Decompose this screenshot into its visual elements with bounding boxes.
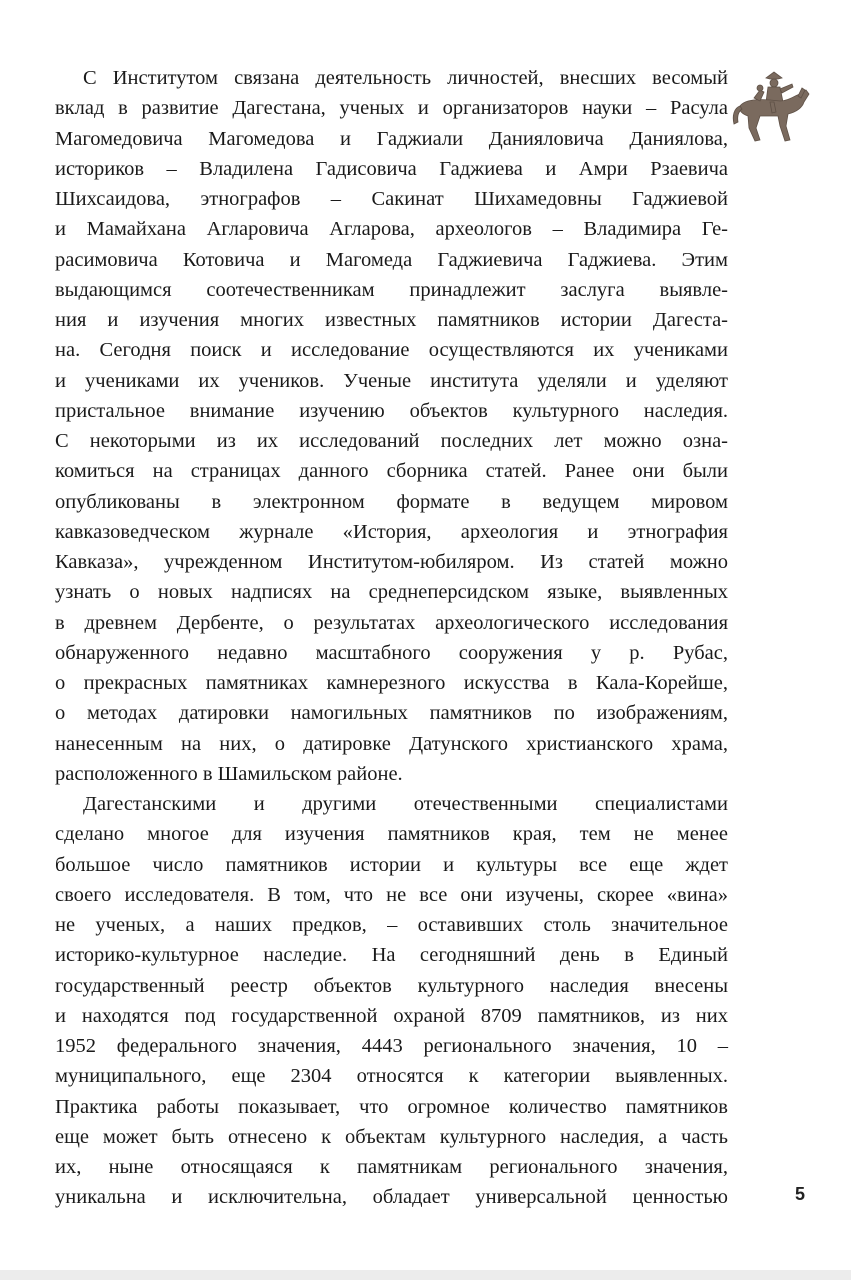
- text-line: своего исследователя. В том, что не все они изучены, скорее «вина»: [55, 883, 728, 906]
- text-line: государственный реестр объектов культурного наследия внесены: [55, 974, 728, 997]
- paragraph-1: [55, 63, 728, 789]
- body-text: [55, 63, 728, 1213]
- bottom-edge: [0, 1270, 851, 1280]
- text-line: и учениками их учеников. Ученые института уделяли и уделяют: [55, 369, 728, 392]
- text-line: С некоторыми из их исследований последних лет можно озна-: [55, 430, 728, 452]
- text-line: уникальна и исключительна, обладает универсальной ценностью: [55, 1186, 728, 1209]
- text-line: и Мамайхана Агларовича Агларова, археологов – Владимира Ге-: [55, 218, 728, 241]
- text-line: нанесенным на них, о датировке Датунского христианского храма,: [55, 732, 728, 755]
- text-line: о прекрасных памятниках камнерезного искусства в Кала-Корейше,: [55, 672, 728, 694]
- text-line: еще может быть отнесено к объектам культурного наследия, а часть: [55, 1125, 728, 1148]
- text-line: на. Сегодня поиск и исследование осуществляются их учениками: [55, 339, 728, 362]
- text-line: Шихсаидова, этнографов – Сакинат Шихамедовны Гаджиевой: [55, 188, 728, 210]
- text-line: С Институтом связана деятельность личностей, внесших весомый: [83, 67, 728, 89]
- text-line: их, ныне относящаяся к памятникам регионального значения,: [55, 1156, 728, 1178]
- text-line: ния и изучения многих известных памятников истории Дагеста-: [55, 309, 728, 331]
- text-line: 1952 федерального значения, 4443 регионального значения, 10 –: [55, 1035, 728, 1057]
- text-line: не ученых, а наших предков, – оставивших столь значительное: [55, 914, 728, 936]
- text-line: опубликованы в электронном формате в ведущем мировом: [55, 490, 728, 513]
- text-line: расимовича Котовича и Магомеда Гаджиевича Гаджиева. Этим: [55, 248, 728, 271]
- text-line: историко-культурное наследие. На сегодняшний день в Единый: [55, 944, 728, 967]
- text-line: обнаруженного недавно масштабного сооружения у р. Рубас,: [55, 641, 728, 664]
- text-line: Кавказа», учрежденном Институтом-юбиляром. Из статей можно: [55, 551, 728, 573]
- paragraph-2: [55, 789, 728, 1213]
- text-line: о методах датировки намогильных памятников по изображениям,: [55, 702, 728, 725]
- text-line: большое число памятников истории и культуры все еще ждет: [55, 853, 728, 876]
- text-line: и находятся под государственной охраной 8709 памятников, из них: [55, 1004, 728, 1027]
- text-line: вклад в развитие Дагестана, ученых и организаторов науки – Расула: [55, 97, 728, 120]
- text-line: пристальное внимание изучению объектов культурного наследия.: [55, 399, 728, 422]
- page-number: 5: [795, 1184, 806, 1204]
- text-line: Магомедовича Магомедова и Гаджиали Данияловича Даниялова,: [55, 127, 728, 150]
- text-line: муниципального, еще 2304 относятся к категории выявленных.: [55, 1065, 728, 1088]
- text-line: выдающимся соотечественникам принадлежит заслуга выявле-: [55, 278, 728, 301]
- text-line: историков – Владилена Гадисовича Гаджиева и Амри Рзаевича: [55, 157, 728, 180]
- text-line: Дагестанскими и другими отечественными специалистами: [83, 793, 728, 815]
- text-line: в древнем Дербенте, о результатах археологического исследования: [55, 611, 728, 634]
- text-line: кавказоведческом журнале «История, археология и этнография: [55, 520, 728, 543]
- text-line: узнать о новых надписях на среднеперсидском языке, выявленных: [55, 581, 728, 604]
- text-line: сделано многое для изучения памятников края, тем не менее: [55, 823, 728, 846]
- horseman-emblem-icon: [730, 68, 814, 148]
- text-line: комиться на страницах данного сборника статей. Ранее они были: [55, 460, 728, 483]
- text-line: Практика работы показывает, что огромное количество памятников: [55, 1095, 728, 1118]
- text-line: расположенного в Шамильском районе.: [55, 762, 403, 785]
